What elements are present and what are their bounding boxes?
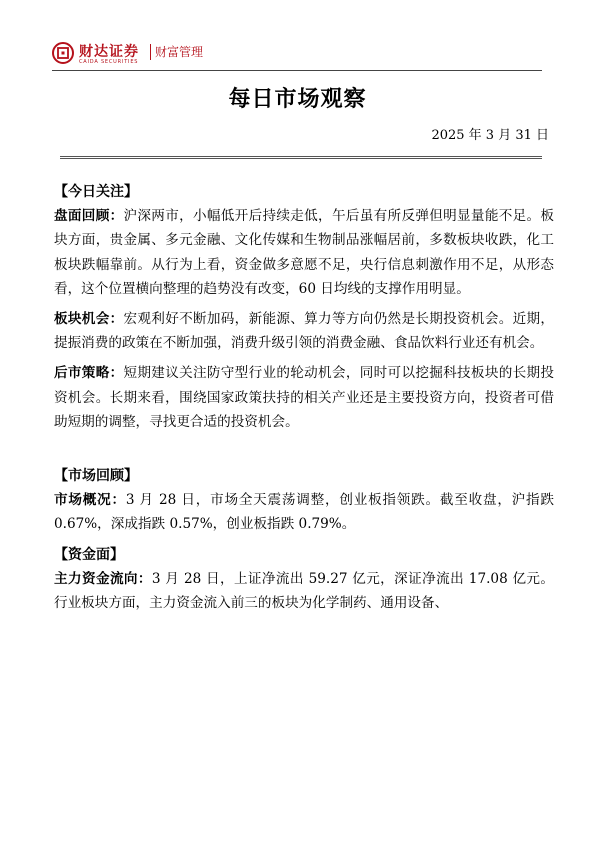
report-header [52, 36, 542, 70]
paragraph-label: 板块机会： [54, 311, 124, 328]
brand-name-en: CAIDA SECURITIES [79, 59, 139, 65]
paragraph-label: 主力资金流向： [54, 570, 152, 587]
brand-name: 财达证券 [79, 44, 139, 60]
paragraph-market-overview [54, 488, 554, 536]
paragraph-text: 3 月 28 日，市场全天震荡调整，创业板指领跌。截至收盘，沪指跌 0.67%，深成指跌 0.57%，创业板指跌 0.79%。 [54, 492, 554, 533]
paragraph-market-review [54, 204, 554, 301]
report-date: 2025 年 3 月 31 日 [431, 128, 549, 143]
paragraph-sector-opportunity [54, 307, 554, 355]
division-name: 财富管理 [155, 45, 204, 59]
paragraph-text: 宏观利好不断加码，新能源、算力等方向仍然是长期投资机会。近期，提振消费的政策在不断加强，消费升级引领的消费金融、食品饮料行业还有机会。 [54, 311, 555, 352]
caida-logo-icon [52, 42, 74, 64]
paragraph-text: 沪深两市，小幅低开后持续走低，午后虽有所反弹但明显量能不足。板块方面，贵金属、多元金融、文化传媒和生物制品涨幅居前，多数板块收跌，化工板块跌幅靠前。从行为上看，资金做多意愿不足，央行信息刺激作用不足，从形态看，这个位置横向整理的趋势没有改变，60 日均线的支撑作用明显。 [54, 208, 555, 297]
paragraph-strategy [54, 361, 554, 434]
report-body [54, 180, 554, 621]
section-heading-review: 【市场回顾】 [54, 468, 138, 485]
page-title: 每日市场观察 [228, 87, 367, 112]
paragraph-label: 后市策略： [54, 365, 124, 382]
paragraph-label: 盘面回顾： [54, 208, 124, 225]
section-heading-funds: 【资金面】 [54, 546, 124, 563]
title-separator [60, 156, 542, 159]
paragraph-label: 市场概况： [54, 492, 126, 509]
brand-divider [150, 44, 151, 60]
paragraph-text: 3 月 28 日，上证净流出 59.27 亿元，深证净流出 17.08 亿元。行业板块方面，主力资金流入前三的板块为化学制药、通用设备、 [54, 570, 555, 612]
header-rule [52, 70, 542, 71]
paragraph-fund-flow [54, 567, 554, 615]
paragraph-text: 短期建议关注防守型行业的轮动机会，同时可以挖掘科技板块的长期投资机会。长期来看，围绕国家政策扶持的相关产业还是主要投资方向，投资者可借助短期的调整，寻找更合适的投资机会。 [54, 365, 555, 430]
section-heading-focus: 【今日关注】 [54, 184, 138, 200]
